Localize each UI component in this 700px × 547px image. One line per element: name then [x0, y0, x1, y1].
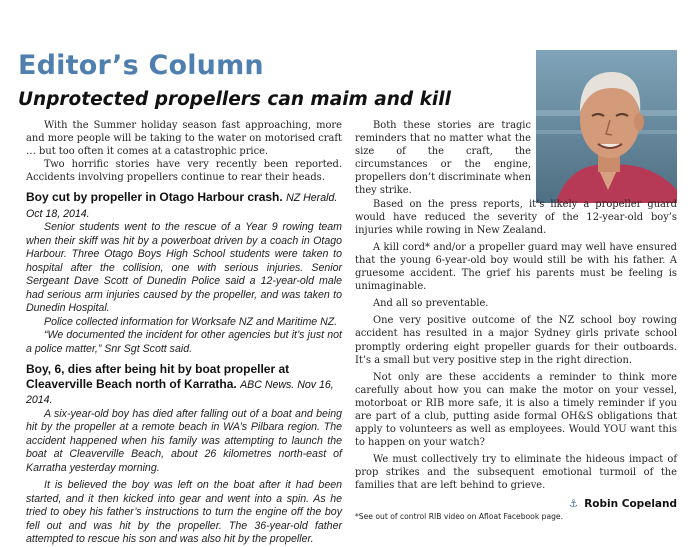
right-paragraph-5: One very positive outcome of the NZ school boy rowing accident has resulted in a major Sydney girls private school promptly ordering eight propeller guards for their outboards. It’s a small but very positive step in the right direction. — [355, 315, 677, 366]
story2-paragraph-2: It is believed the boy was left on the boat after it had been started, and it then kicked into gear and went into a spin. As he tried to obey his father’s instructions to turn the engine off the boy fell out and was hit by the propeller. The 36-year-old father attempted to rescue his son and was also hit by the propeller. — [26, 479, 342, 546]
article-subtitle: Unprotected propellers can maim and kill — [18, 89, 451, 110]
story1-paragraph-1: Senior students went to the rescue of a Year 9 rowing team when their skiff was hit by a powerboat driven by a coach in Otago Harbour. Three Otago Boys High School students were taken to hospital after the collision, one with serious injuries. Senior Sergeant Dave Scott of Dunedin Police said a 12-year-old male had serious arm injuries caused by the propeller, and was taken to Dunedin Hospital. — [26, 221, 342, 315]
signature — [355, 498, 677, 510]
footnote: *See out of control RIB video on Afloat Facebook page. — [355, 511, 564, 521]
right-paragraph-7: We must collectively try to eliminate the hideous impact of prop strikes and the subsequent emotional turmoil of the families that are left behind to grieve. — [355, 454, 677, 492]
story2-source: ABC News. Nov 16, 2014. — [26, 378, 334, 407]
anchor-icon: ⚓ — [568, 497, 579, 510]
right-paragraph-3: A kill cord* and/or a propeller guard may well have ensured that the young 6-year-old boy would still be with his father. A gruesome accident. The grief his parents must be feeling is unimaginable. — [355, 241, 677, 293]
story1-paragraph-2: Police collected information for Worksafe NZ and Maritime NZ. — [44, 315, 338, 328]
left-column — [26, 119, 342, 547]
signature-name: Robin Copeland — [584, 497, 677, 510]
story2-headline-text: Boy, 6, dies after being hit by boat propeller at Cleaverville Beach north of Karratha. — [26, 362, 290, 391]
right-paragraph-6: Not only are these accidents a reminder to think more carefully about how you can make the motor on your vessel, motorboat or RIB more safe, it is also a timely reminder if you are part of a club, putting aside formal OH&S obligations that apply to volunteers as well as employees. Would YOU want this to happen on your watch? — [355, 371, 677, 449]
story1-paragraph-3: “We documented the incident for other agencies but it’s just not a police matter,” Snr Sgt Scott said. — [26, 329, 342, 355]
story1-headline — [26, 190, 342, 221]
intro-paragraph-2: Two horrific stories have very recently been reported. Accidents involving propellers continue to rear their heads. — [26, 159, 342, 184]
intro-paragraph-1: With the Summer holiday season fast approaching, more and more people will be taking to the water on motorised craft … but too often it comes at a catastrophic price. — [26, 120, 342, 158]
story2-headline — [26, 362, 342, 408]
story1-source: NZ Herald. Oct 18, 2014. — [26, 192, 338, 220]
right-paragraph-2: Based on the press reports, it’s likely a propeller guard would have reduced the severity of the 12-year-old boy’s injuries while rowing in New Zealand. — [355, 198, 677, 236]
right-paragraph-1: Both these stories are tragic reminders that no matter what the size of the craft, the circumstances or the engine, propellers don’t discriminate when they strike. — [355, 120, 531, 197]
right-paragraph-4: And all so preventable. — [373, 298, 489, 310]
page-title: Editor’s Column — [18, 50, 264, 81]
story1-headline-text: Boy cut by propeller in Otago Harbour crash. — [26, 190, 283, 205]
story2-paragraph-1: A six-year-old boy has died after falling out of a boat and being hit by the propeller at a remote beach in WA’s Pilbara region. The accident happened when his family was attempting to launch the boat at Cleaverville Beach, about 26 kilometres north-east of Karratha yesterday morning. — [26, 407, 342, 474]
right-column — [355, 119, 677, 521]
